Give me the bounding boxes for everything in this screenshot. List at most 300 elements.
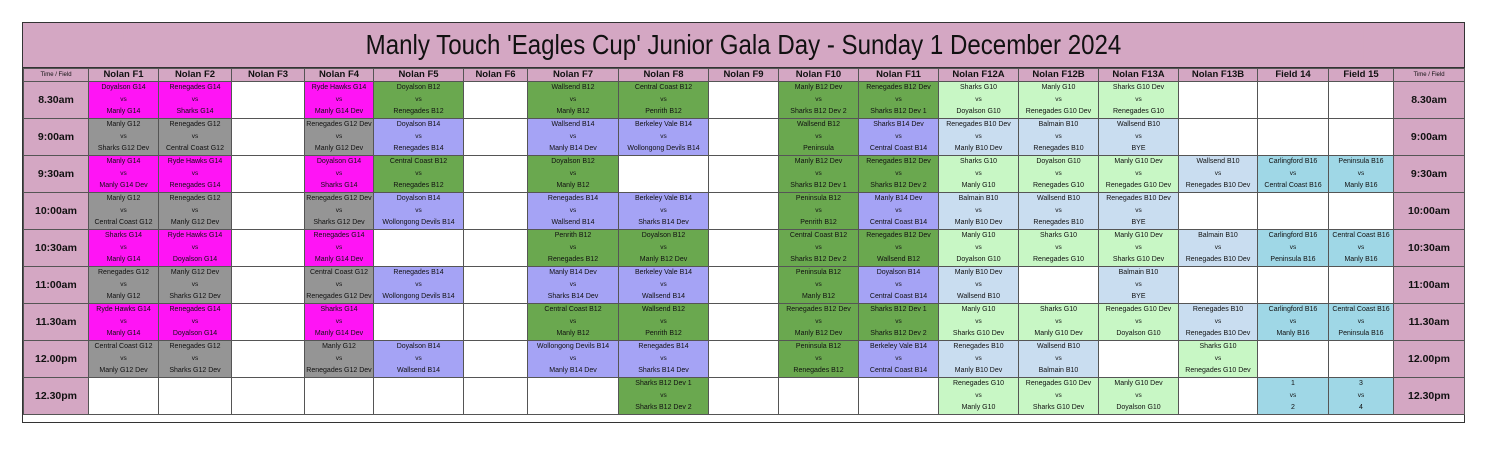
team-b: Penrith B12 [645, 330, 682, 337]
match [374, 341, 463, 377]
team-a: Sharks G10 [1199, 343, 1237, 350]
team-a: Penrith B12 [554, 232, 592, 239]
team-a: Manly G12 [322, 343, 356, 350]
match [528, 156, 618, 192]
empty-slot [464, 193, 528, 230]
team-a: Ryde Hawks G14 [96, 306, 151, 313]
match [1179, 156, 1257, 192]
match-cell [374, 156, 464, 193]
team-a: Wallsend B12 [642, 306, 685, 313]
vs-label: vs [335, 207, 343, 214]
match-cell [1329, 378, 1394, 415]
vs-label: vs [120, 207, 127, 214]
match [374, 82, 463, 118]
team-b: Penrith B12 [645, 108, 682, 115]
match-cell [1258, 378, 1329, 415]
time-label: 11:00am [24, 267, 89, 304]
team-b: Wollongong Devils B14 [382, 293, 455, 300]
match-cell [619, 267, 709, 304]
match-cell [159, 156, 232, 193]
team-a: Balmain B10 [1038, 121, 1079, 128]
match-cell [939, 119, 1019, 156]
team-a: Renegades G12 [98, 269, 149, 276]
match-cell [619, 341, 709, 378]
vs-label: vs [975, 244, 982, 251]
header-row [24, 69, 1465, 82]
team-a: Sharks G14 [105, 232, 142, 239]
match-cell [1329, 156, 1394, 193]
empty-slot [464, 267, 528, 304]
team-b: 4 [1359, 404, 1363, 411]
team-b: Peninsula B16 [1270, 256, 1316, 263]
match-cell [1179, 341, 1258, 378]
match-cell [159, 230, 232, 267]
team-a: Renegades G12 [169, 195, 221, 202]
team-b: Manly B12 Dev [794, 330, 843, 337]
time-label: 10:00am [24, 193, 89, 230]
team-b: Manly G10 [961, 182, 996, 189]
time-label: 12.30pm [1394, 378, 1465, 415]
team-a: Central Coast B16 [1332, 306, 1390, 313]
match [859, 304, 938, 340]
match-cell [89, 267, 159, 304]
vs-label: vs [120, 170, 127, 177]
team-b: Manly G14 [106, 256, 141, 263]
team-b: Manly B12 [556, 330, 590, 337]
match-cell [159, 304, 232, 341]
match-cell [305, 82, 374, 119]
vs-label: vs [895, 96, 902, 103]
vs-label: vs [120, 281, 127, 288]
team-b: Manly B16 [1344, 256, 1378, 263]
team-b: Renegades B12 [393, 108, 444, 115]
empty-slot [1329, 341, 1394, 378]
match [305, 341, 373, 377]
match [619, 341, 708, 377]
team-b: Renegades G10 [1033, 182, 1084, 189]
team-b: Sharks B12 Dev 2 [870, 330, 927, 337]
vs-label: vs [975, 207, 982, 214]
match-cell [89, 193, 159, 230]
time-label: 12.00pm [24, 341, 89, 378]
team-b: Renegades B10 [1033, 219, 1084, 226]
team-b: Manly G12 Dev [170, 219, 220, 226]
team-b: Wallsend B14 [642, 293, 685, 300]
match-cell [528, 119, 619, 156]
team-b: Wallsend B12 [877, 256, 920, 263]
match-cell [374, 193, 464, 230]
empty-slot [1179, 267, 1258, 304]
empty-slot [1329, 82, 1394, 119]
vs-label: vs [120, 355, 127, 362]
team-a: Balmain B10 [958, 195, 999, 202]
match [859, 341, 938, 377]
empty-slot [232, 119, 305, 156]
time-slot-row [24, 156, 1465, 193]
vs-label: vs [191, 355, 199, 362]
field-header: Nolan F11 [859, 69, 939, 82]
match [859, 156, 938, 192]
match-cell [159, 119, 232, 156]
match [305, 82, 373, 118]
match-cell [1019, 341, 1099, 378]
field-header: Nolan F12B [1019, 69, 1099, 82]
vs-label: vs [815, 281, 822, 288]
vs-label: vs [335, 281, 343, 288]
team-a: Manly G10 [1041, 84, 1076, 91]
vs-label: vs [1055, 170, 1062, 177]
team-b: Sharks B12 Dev 2 [870, 182, 927, 189]
team-a: Wollongong Devils B14 [536, 343, 610, 350]
team-b: Central Coast B14 [869, 367, 928, 374]
time-label: 11:00am [1394, 267, 1465, 304]
match [859, 119, 938, 155]
team-b: Balmain B10 [1038, 367, 1079, 374]
team-b: Doyalson G10 [956, 256, 1001, 263]
field-header: Nolan F3 [232, 69, 305, 82]
team-b: Doyalson G10 [1116, 330, 1161, 337]
team-a: Central Coast B12 [789, 232, 848, 239]
empty-slot [464, 82, 528, 119]
field-header: Field 15 [1329, 69, 1394, 82]
vs-label: vs [975, 355, 982, 362]
team-a: Peninsula B12 [795, 269, 842, 276]
match-cell [779, 193, 859, 230]
team-a: Sharks G14 [320, 306, 358, 313]
schedule-body [24, 82, 1465, 415]
empty-slot [709, 119, 779, 156]
match-cell [939, 230, 1019, 267]
vs-label: vs [1135, 281, 1142, 288]
team-b: Wollongong Devils B14 [627, 145, 700, 152]
match [528, 230, 618, 266]
team-a: Renegades B10 Dev [946, 121, 1011, 128]
match-cell [1099, 304, 1179, 341]
vs-label: vs [1289, 170, 1297, 177]
match-cell [859, 193, 939, 230]
vs-label: vs [815, 170, 822, 177]
team-a: 3 [1359, 380, 1363, 387]
match [528, 82, 618, 118]
match-cell [305, 119, 374, 156]
vs-label: vs [415, 170, 422, 177]
empty-slot [464, 230, 528, 267]
match-cell [859, 304, 939, 341]
match [528, 267, 618, 303]
team-b: Manly B16 [1276, 330, 1310, 337]
match [89, 119, 158, 155]
vs-label: vs [975, 133, 982, 140]
match [305, 193, 373, 229]
time-label: 11.30am [24, 304, 89, 341]
team-b: Manly B14 Dev [549, 145, 597, 152]
match-cell [528, 193, 619, 230]
empty-slot [464, 119, 528, 156]
vs-label: vs [335, 96, 343, 103]
field-header: Nolan F5 [374, 69, 464, 82]
team-a: Doyalson B14 [396, 195, 441, 202]
vs-label: vs [815, 96, 822, 103]
vs-label: vs [1055, 392, 1062, 399]
match-cell [528, 82, 619, 119]
match-cell [528, 304, 619, 341]
match [779, 119, 858, 155]
empty-slot [709, 341, 779, 378]
match [89, 230, 158, 266]
match [1019, 230, 1098, 266]
empty-slot [89, 378, 159, 415]
team-a: Renegades G14 [169, 306, 221, 313]
time-slot-row [24, 193, 1465, 230]
match-cell [305, 304, 374, 341]
time-label: 8.30am [24, 82, 89, 119]
team-a: Renegades G14 [313, 232, 365, 239]
team-a: Doyalson B14 [396, 343, 441, 350]
team-a: Carlingford B16 [1268, 232, 1318, 239]
match-cell [859, 230, 939, 267]
team-a: Renegades B12 Dev [866, 84, 931, 91]
team-b: Manly G12 [106, 293, 141, 300]
match [779, 230, 858, 266]
match [939, 82, 1018, 118]
team-a: Renegades B12 Dev [786, 306, 851, 313]
vs-label: vs [1289, 244, 1297, 251]
empty-slot [464, 156, 528, 193]
match-cell [374, 119, 464, 156]
match [159, 230, 231, 266]
team-a: Sharks B12 Dev 1 [870, 306, 927, 313]
team-a: Manly G10 Dev [1114, 380, 1163, 387]
team-a: Sharks G10 [1040, 306, 1077, 313]
vs-label: vs [1214, 244, 1222, 251]
match-cell [779, 304, 859, 341]
empty-slot [1179, 119, 1258, 156]
vs-label: vs [1135, 318, 1142, 325]
team-a: Carlingford B16 [1268, 306, 1318, 313]
team-b: Sharks B12 Dev 2 [790, 256, 847, 263]
empty-slot [1329, 193, 1394, 230]
vs-label: vs [660, 281, 667, 288]
match [374, 193, 463, 229]
team-a: Renegades G10 Dev [1105, 306, 1172, 313]
team-a: Renegades G12 [169, 343, 221, 350]
match [159, 119, 231, 155]
empty-slot [305, 378, 374, 415]
match-cell [89, 304, 159, 341]
match [779, 193, 858, 229]
match [1099, 304, 1178, 340]
team-b: Wallsend B14 [551, 219, 595, 226]
team-b: Sharks B12 Dev 2 [635, 404, 692, 411]
vs-label: vs [895, 133, 902, 140]
match-cell [939, 341, 1019, 378]
time-label: 12.00pm [1394, 341, 1465, 378]
empty-slot [374, 304, 464, 341]
empty-slot [232, 82, 305, 119]
match [1179, 341, 1257, 377]
team-b: Manly G12 Dev [99, 367, 148, 374]
team-b: Doyalson G10 [1116, 404, 1161, 411]
vs-label: vs [815, 355, 822, 362]
team-b: Sharks B12 Dev 1 [870, 108, 927, 115]
match-cell [1019, 82, 1099, 119]
team-a: Doyalson B14 [396, 121, 441, 128]
match [159, 193, 231, 229]
team-a: Berkeley Vale B14 [869, 343, 928, 350]
time-slot-row [24, 267, 1465, 304]
match [159, 82, 231, 118]
match-cell [89, 341, 159, 378]
empty-slot [1258, 341, 1329, 378]
match-cell [159, 82, 232, 119]
team-a: Doyalson B12 [551, 158, 595, 165]
vs-label: vs [1055, 96, 1062, 103]
vs-label: vs [895, 281, 902, 288]
vs-label: vs [191, 318, 199, 325]
team-a: Manly B12 Dev [794, 158, 843, 165]
vs-label: vs [660, 355, 667, 362]
team-b: Central Coast B14 [869, 219, 928, 226]
team-b: Penrith B12 [800, 219, 837, 226]
team-a: Renegades B10 [1192, 306, 1244, 313]
team-b: Manly G14 [106, 108, 141, 115]
empty-slot [464, 378, 528, 415]
empty-slot [1258, 267, 1329, 304]
team-b: Wollongong Devils B14 [382, 219, 455, 226]
vs-label: vs [569, 244, 577, 251]
team-b: Manly G14 Dev [99, 182, 148, 189]
match [619, 82, 708, 118]
field-header: Nolan F1 [89, 69, 159, 82]
match-cell [779, 82, 859, 119]
team-b: Renegades G12 Dev [306, 293, 372, 300]
team-b: Renegades G10 Dev [1105, 182, 1172, 189]
empty-slot [1329, 267, 1394, 304]
team-b: Renegades B12 [547, 256, 599, 263]
empty-slot [1258, 193, 1329, 230]
match-cell [779, 341, 859, 378]
team-b: Renegades G14 [169, 182, 221, 189]
team-a: Wallsend B12 [797, 121, 840, 128]
field-header: Nolan F6 [464, 69, 528, 82]
vs-label: vs [975, 96, 982, 103]
match-cell [159, 193, 232, 230]
team-b: Renegades B10 Dev [1185, 182, 1251, 189]
match-cell [528, 267, 619, 304]
team-b: Manly G14 Dev [314, 330, 364, 337]
team-a: Renegades B10 Dev [1106, 195, 1171, 202]
match [779, 156, 858, 192]
team-b: BYE [1131, 293, 1146, 300]
vs-label: vs [569, 207, 577, 214]
vs-label: vs [335, 244, 343, 251]
team-a: Berkeley Vale B14 [634, 121, 693, 128]
team-b: Manly G10 [961, 404, 996, 411]
empty-slot [232, 304, 305, 341]
match [528, 341, 618, 377]
time-slot-row [24, 119, 1465, 156]
team-b: Sharks B14 Dev [547, 293, 599, 300]
match-cell [939, 156, 1019, 193]
team-a: Central Coast B16 [1332, 232, 1390, 239]
match-cell [1099, 82, 1179, 119]
team-a: Manly G12 [106, 195, 141, 202]
match-cell [305, 267, 374, 304]
match [374, 156, 463, 192]
match [305, 230, 373, 266]
empty-slot [232, 230, 305, 267]
match [1019, 82, 1098, 118]
team-a: Renegades G12 [169, 121, 221, 128]
empty-slot [232, 341, 305, 378]
field-header: Nolan F4 [305, 69, 374, 82]
team-b: Peninsula B16 [1338, 330, 1384, 337]
team-a: Renegades G12 Dev [306, 195, 372, 202]
match-cell [159, 341, 232, 378]
team-b: Manly G10 Dev [1034, 330, 1083, 337]
team-b: Manly B10 Dev [954, 367, 1003, 374]
match-cell [1179, 304, 1258, 341]
empty-slot [1179, 378, 1258, 415]
empty-slot [232, 267, 305, 304]
match-cell [939, 193, 1019, 230]
match-cell [1099, 378, 1179, 415]
time-slot-row [24, 82, 1465, 119]
match [1019, 156, 1098, 192]
team-b: Sharks G14 [320, 182, 358, 189]
vs-label: vs [1055, 355, 1062, 362]
team-a: Doyalson B12 [641, 232, 686, 239]
team-b: Renegades B10 Dev [1185, 256, 1251, 263]
team-a: Renegades G12 Dev [306, 121, 372, 128]
vs-label: vs [1055, 133, 1062, 140]
match [1019, 193, 1098, 229]
team-a: Manly B10 Dev [954, 269, 1003, 276]
vs-label: vs [1357, 392, 1365, 399]
vs-label: vs [120, 318, 127, 325]
match [1099, 82, 1178, 118]
match [528, 193, 618, 229]
match-cell [89, 230, 159, 267]
vs-label: vs [1214, 170, 1222, 177]
match-cell [1179, 156, 1258, 193]
match [528, 304, 618, 340]
team-b: Sharks G10 Dev [1032, 404, 1085, 411]
match [159, 267, 231, 303]
match [619, 378, 708, 414]
match [1019, 378, 1098, 414]
team-a: Manly B12 Dev [794, 84, 843, 91]
vs-label: vs [120, 96, 127, 103]
match-cell [619, 230, 709, 267]
empty-slot [1258, 119, 1329, 156]
match [159, 341, 231, 377]
match [619, 193, 708, 229]
empty-slot [709, 304, 779, 341]
vs-label: vs [335, 170, 343, 177]
match [1258, 230, 1328, 266]
match [619, 304, 708, 340]
match-cell [859, 156, 939, 193]
team-b: Manly B12 [556, 108, 590, 115]
team-b: Central Coast B16 [1264, 182, 1322, 189]
team-a: Renegades B14 [393, 269, 444, 276]
match-cell [779, 156, 859, 193]
field-header: Nolan F2 [159, 69, 232, 82]
vs-label: vs [569, 281, 577, 288]
team-b: Peninsula [803, 145, 834, 152]
time-field-header: Time / Field [1394, 69, 1465, 82]
